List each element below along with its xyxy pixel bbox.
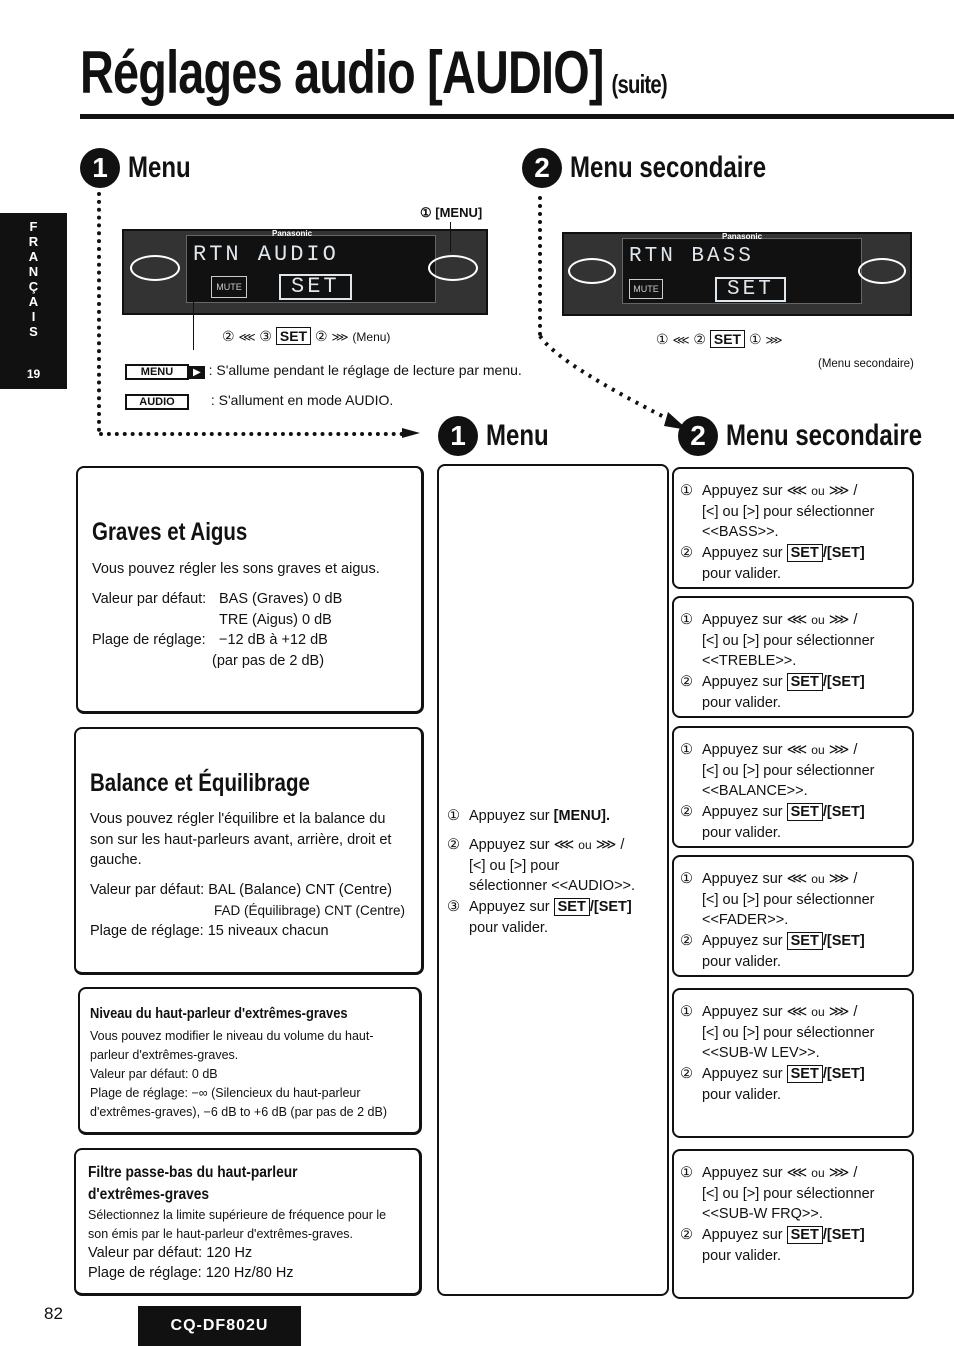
step-number: ① bbox=[680, 1004, 693, 1020]
submenu-step-box bbox=[672, 855, 914, 977]
default-value: BAS (Graves) 0 dB bbox=[219, 591, 343, 607]
default-text: Valeur par défaut: 120 Hz bbox=[88, 1245, 253, 1261]
model-number: CQ-DF802U bbox=[138, 1306, 301, 1346]
step-text: [<] ou [>] pour sélectionner bbox=[702, 632, 875, 649]
step-number: ① bbox=[447, 808, 460, 824]
callout-submenu-note: (Menu secondaire) bbox=[818, 358, 914, 370]
vol-knob-icon bbox=[568, 258, 616, 284]
step-text: Appuyez sur bbox=[469, 899, 550, 915]
step-text: pour valider. bbox=[469, 919, 548, 936]
tab-letter: Ç bbox=[28, 279, 39, 294]
submenu-step-box bbox=[672, 596, 914, 718]
head-unit-display-menu bbox=[122, 229, 488, 315]
step-text: sélectionner <<AUDIO>>. bbox=[469, 878, 636, 894]
step-text: [<] ou [>] pour sélectionner bbox=[702, 503, 875, 520]
submenu-step-box bbox=[672, 467, 914, 589]
box-title: Graves et Aigus bbox=[92, 518, 248, 546]
submenu-step-2 bbox=[680, 802, 912, 843]
seek-right-icon: ⋙ bbox=[828, 483, 850, 499]
seek-right-icon: ⋙ bbox=[828, 612, 850, 628]
legend-menu bbox=[125, 362, 522, 380]
default-value: BAL (Balance) CNT (Centre) bbox=[208, 882, 392, 898]
step-target: <<BALANCE>>. bbox=[702, 783, 808, 799]
step-target: <<SUB-W FRQ>>. bbox=[702, 1206, 823, 1222]
seek-right-icon: ⋙ bbox=[828, 1004, 850, 1020]
step-text: Appuyez sur bbox=[702, 1066, 783, 1082]
set-key-label: SET bbox=[787, 932, 823, 950]
flow-menu-number: 1 bbox=[438, 416, 478, 456]
box-lowpass-filter bbox=[74, 1148, 422, 1296]
step-text: Appuyez sur bbox=[469, 837, 550, 853]
step-number: ② bbox=[680, 1066, 693, 1082]
menu-indicator-badge: MENU bbox=[125, 364, 189, 380]
lcd-line2: SET bbox=[715, 277, 786, 302]
box-graves-aigus bbox=[76, 466, 424, 714]
step-number: ② bbox=[447, 837, 460, 853]
step-text: Appuyez sur bbox=[702, 545, 783, 561]
box-title bbox=[88, 1162, 298, 1206]
set-key-label: SET bbox=[787, 1065, 823, 1083]
section2-label: Menu secondaire bbox=[570, 151, 767, 184]
step-target: <<TREBLE>>. bbox=[702, 653, 797, 669]
seek-left-icon: ⋘ bbox=[786, 483, 808, 499]
section2-heading bbox=[522, 148, 815, 188]
range-text: Plage de réglage: −∞ (Silencieux du haut-parleur d'extrêmes-graves), −6 dB to +6 dB (par pas de 2 dB) bbox=[90, 1086, 387, 1119]
lcd-screen bbox=[622, 238, 862, 304]
set-key: /[SET] bbox=[822, 1066, 865, 1082]
section1-heading bbox=[80, 148, 206, 188]
step-text: pour valider. bbox=[702, 1086, 781, 1103]
seek-right-icon: ⋙ bbox=[828, 871, 850, 887]
flow-submenu-heading bbox=[678, 416, 954, 456]
section1-number: 1 bbox=[80, 148, 120, 188]
box-desc: Vous pouvez modifier le niveau du volume du haut-parleur d'extrêmes-graves. bbox=[90, 1029, 374, 1062]
dotted-connector-bottom bbox=[99, 432, 404, 436]
step-text: Appuyez sur bbox=[702, 1165, 783, 1181]
callout-menu-key: ① [MENU] bbox=[420, 205, 483, 220]
step-number: ① bbox=[680, 483, 693, 499]
tab-page-number: 19 bbox=[26, 367, 41, 381]
step-target: <<BASS>>. bbox=[702, 524, 779, 540]
submenu-step-1: ① Appuyez sur ⋘ ou ⋙ / [<] ou [>] pour sélectionner <<SUB-W LEV>>. bbox=[680, 1002, 912, 1064]
menu-step-3 bbox=[447, 897, 667, 938]
step-text: [<] ou [>] pour bbox=[469, 857, 560, 874]
legend-menu-text: : S'allume pendant le réglage de lecture par menu. bbox=[208, 362, 522, 378]
box-title-line: d'extrêmes-graves bbox=[88, 1186, 210, 1203]
seek-right-icon: ⋙ bbox=[595, 837, 617, 853]
default-label: Valeur par défaut: bbox=[92, 591, 207, 607]
section1-label: Menu bbox=[128, 151, 191, 184]
step-text: Appuyez sur bbox=[702, 871, 783, 887]
submenu-step-1: ① Appuyez sur ⋘ ou ⋙ / [<] ou [>] pour sélectionner <<TREBLE>>. bbox=[680, 610, 912, 672]
step-number: ② bbox=[680, 804, 693, 820]
language-tab bbox=[0, 213, 67, 389]
flow-submenu-number: 2 bbox=[678, 416, 718, 456]
default-text: Valeur par défaut: 0 dB bbox=[90, 1067, 218, 1081]
seek-left-icon: ⋘ bbox=[786, 612, 808, 628]
default-row bbox=[90, 880, 392, 901]
step-text: Appuyez sur bbox=[702, 1004, 783, 1020]
submenu-step-2 bbox=[680, 1064, 912, 1105]
submenu-step-2 bbox=[680, 672, 912, 713]
step-text: pour valider. bbox=[702, 953, 781, 970]
page-number: 82 bbox=[44, 1304, 63, 1323]
flow-menu-heading bbox=[438, 416, 564, 456]
flow-menu-label: Menu bbox=[486, 419, 549, 452]
set-key-label: SET bbox=[276, 327, 311, 345]
step-number: ② bbox=[680, 674, 693, 690]
right-knob-icon bbox=[428, 255, 478, 281]
submenu-step-1: ① Appuyez sur ⋘ ou ⋙ / [<] ou [>] pour sélectionner <<SUB-W FRQ>>. bbox=[680, 1163, 912, 1225]
play-indicator-icon: ▶ bbox=[189, 366, 205, 379]
title-text: Réglages audio [AUDIO] bbox=[80, 39, 604, 106]
step-text: Appuyez sur bbox=[702, 742, 783, 758]
step-text: [<] ou [>] pour sélectionner bbox=[702, 891, 875, 908]
mute-indicator: MUTE bbox=[211, 276, 247, 298]
seek-right-icon: ⋙ bbox=[828, 1165, 850, 1181]
step-number: ② bbox=[680, 545, 693, 561]
submenu-step-1: ① Appuyez sur ⋘ ou ⋙ / [<] ou [>] pour sélectionner <<BASS>>. bbox=[680, 481, 912, 543]
seek-left-icon: ⋘ bbox=[786, 871, 808, 887]
step-number: ③ bbox=[447, 899, 460, 915]
box-desc: Vous pouvez régler les sons graves et aigus. bbox=[92, 561, 380, 577]
step-number: ② bbox=[680, 933, 693, 949]
range-text: Plage de réglage: 120 Hz/80 Hz bbox=[88, 1265, 294, 1281]
seek-left-icon: ⋘ bbox=[786, 742, 808, 758]
step-target: <<FADER>>. bbox=[702, 912, 789, 928]
vol-knob-icon bbox=[130, 255, 180, 281]
callout-menu-note: (Menu) bbox=[352, 330, 391, 344]
seek-left-icon: ⋘ bbox=[786, 1004, 808, 1020]
head-unit-display-submenu bbox=[562, 232, 912, 316]
callouts-display1: ② ⋘ ③ SET ② ⋙ (Menu) bbox=[222, 328, 391, 344]
step-text: Appuyez sur bbox=[702, 804, 783, 820]
set-key: /[SET] bbox=[589, 899, 632, 915]
lcd-line1: RTN BASS bbox=[629, 245, 754, 268]
language-tab-letters bbox=[0, 219, 67, 339]
step-text: Appuyez sur bbox=[702, 483, 783, 499]
tab-letter: N bbox=[28, 264, 39, 279]
section2-number: 2 bbox=[522, 148, 562, 188]
submenu-step-2 bbox=[680, 543, 912, 584]
tab-letter: F bbox=[29, 219, 38, 234]
set-key-label: SET bbox=[787, 803, 823, 821]
submenu-step-2 bbox=[680, 1225, 912, 1266]
step-text: pour valider. bbox=[702, 694, 781, 711]
default-value: FAD (Équilibrage) CNT (Centre) bbox=[214, 903, 406, 918]
seek-right-icon: ⋙ bbox=[828, 742, 850, 758]
tab-letter: R bbox=[28, 234, 39, 249]
step-text: pour valider. bbox=[702, 824, 781, 841]
default-value: TRE (Aigus) 0 dB bbox=[219, 612, 332, 628]
step-or: ou bbox=[811, 1005, 825, 1019]
box-subwoofer-level bbox=[78, 987, 422, 1135]
step-text: pour valider. bbox=[702, 565, 781, 582]
step-or: ou bbox=[811, 872, 825, 886]
step-text: Appuyez sur bbox=[702, 674, 783, 690]
menu-step-2: ② Appuyez sur ⋘ ou ⋙ / [<] ou [>] pour sélectionner <<AUDIO>>. bbox=[447, 835, 667, 897]
menu-steps-column bbox=[437, 464, 669, 1296]
tab-letter: A bbox=[28, 249, 39, 264]
menu-key: [MENU]. bbox=[553, 808, 611, 824]
set-key: /[SET] bbox=[822, 804, 865, 820]
page-title bbox=[80, 38, 667, 107]
audio-indicator-badge: AUDIO bbox=[125, 394, 189, 410]
set-key-label: SET bbox=[710, 330, 745, 348]
submenu-step-box bbox=[672, 726, 914, 848]
default-label: Valeur par défaut: bbox=[90, 882, 205, 898]
set-key-label: SET bbox=[787, 1226, 823, 1244]
title-rule bbox=[80, 114, 954, 119]
step-number: ① bbox=[680, 742, 693, 758]
legend-audio-text: : S'allument en mode AUDIO. bbox=[210, 392, 394, 408]
lcd-line2: SET bbox=[279, 274, 352, 300]
step-or: ou bbox=[811, 484, 825, 498]
submenu-step-1: ① Appuyez sur ⋘ ou ⋙ / [<] ou [>] pour sélectionner <<FADER>>. bbox=[680, 869, 912, 931]
callouts-display2: ① ⋘ ② SET ① ⋙ bbox=[656, 331, 783, 347]
set-key: /[SET] bbox=[822, 674, 865, 690]
step-text: Appuyez sur bbox=[702, 612, 783, 628]
lcd-screen bbox=[186, 235, 436, 303]
step-number: ② bbox=[680, 1227, 693, 1243]
range-value: −12 dB à +12 dB bbox=[219, 632, 328, 648]
title-suffix: (suite) bbox=[611, 69, 667, 99]
range-label: Plage de réglage: bbox=[92, 632, 206, 648]
dotted-connector-right bbox=[538, 196, 542, 336]
box-title-line: Filtre passe-bas du haut-parleur bbox=[88, 1164, 298, 1181]
step-target: <<SUB-W LEV>>. bbox=[702, 1045, 820, 1061]
step-text: [<] ou [>] pour sélectionner bbox=[702, 1024, 875, 1041]
arrow-right-icon bbox=[402, 424, 428, 442]
set-key-label: SET bbox=[554, 898, 590, 916]
seek-left-icon: ⋘ bbox=[553, 837, 575, 853]
box-title: Niveau du haut-parleur d'extrêmes-graves bbox=[90, 1005, 348, 1022]
step-or: ou bbox=[811, 743, 825, 757]
legend-audio bbox=[125, 392, 393, 410]
range-text: Plage de réglage: 15 niveaux chacun bbox=[90, 923, 329, 939]
tab-letter: S bbox=[29, 324, 38, 339]
lcd-line1: RTN AUDIO bbox=[193, 242, 339, 267]
brand-logo: Panasonic bbox=[272, 229, 313, 238]
tab-letter: I bbox=[31, 309, 36, 324]
flow-submenu-label: Menu secondaire bbox=[726, 419, 923, 452]
submenu-step-1: ① Appuyez sur ⋘ ou ⋙ / [<] ou [>] pour sélectionner <<BALANCE>>. bbox=[680, 740, 912, 802]
dotted-connector-left bbox=[97, 192, 101, 432]
set-key-label: SET bbox=[787, 544, 823, 562]
submenu-step-box bbox=[672, 1149, 914, 1299]
step-number: ① bbox=[680, 612, 693, 628]
step-text: pour valider. bbox=[702, 1247, 781, 1264]
tab-letter: A bbox=[28, 294, 39, 309]
set-key: /[SET] bbox=[822, 933, 865, 949]
step-or: ou bbox=[578, 838, 592, 852]
submenu-step-box bbox=[672, 988, 914, 1138]
menu-step-1 bbox=[447, 806, 610, 827]
callout-leader bbox=[193, 300, 194, 350]
right-knob-icon bbox=[858, 258, 906, 284]
callout-leader bbox=[450, 222, 451, 252]
step-text: Appuyez sur bbox=[702, 933, 783, 949]
box-desc: Sélectionnez la limite supérieure de fréquence pour le son émis par le haut-parleur d'extrêmes-graves. bbox=[88, 1208, 387, 1241]
set-key: /[SET] bbox=[822, 1227, 865, 1243]
box-balance bbox=[74, 727, 424, 975]
step-text: Appuyez sur bbox=[469, 808, 550, 824]
set-key-label: SET bbox=[787, 673, 823, 691]
set-key: /[SET] bbox=[822, 545, 865, 561]
box-title: Balance et Équilibrage bbox=[90, 769, 310, 797]
submenu-step-2 bbox=[680, 931, 912, 972]
step-text: [<] ou [>] pour sélectionner bbox=[702, 762, 875, 779]
box-desc: Vous pouvez régler l'équilibre et la balance du son sur les haut-parleurs avant, arrière, droit et gauche. bbox=[90, 811, 392, 868]
brand-logo: Panasonic bbox=[722, 232, 763, 241]
step-or: ou bbox=[811, 1166, 825, 1180]
seek-left-icon: ⋘ bbox=[786, 1165, 808, 1181]
step-text: [<] ou [>] pour sélectionner bbox=[702, 1185, 875, 1202]
step-number: ① bbox=[680, 1165, 693, 1181]
step-text: Appuyez sur bbox=[702, 1227, 783, 1243]
range-step: (par pas de 2 dB) bbox=[212, 653, 325, 669]
step-or: ou bbox=[811, 613, 825, 627]
mute-indicator: MUTE bbox=[629, 279, 663, 299]
step-number: ① bbox=[680, 871, 693, 887]
